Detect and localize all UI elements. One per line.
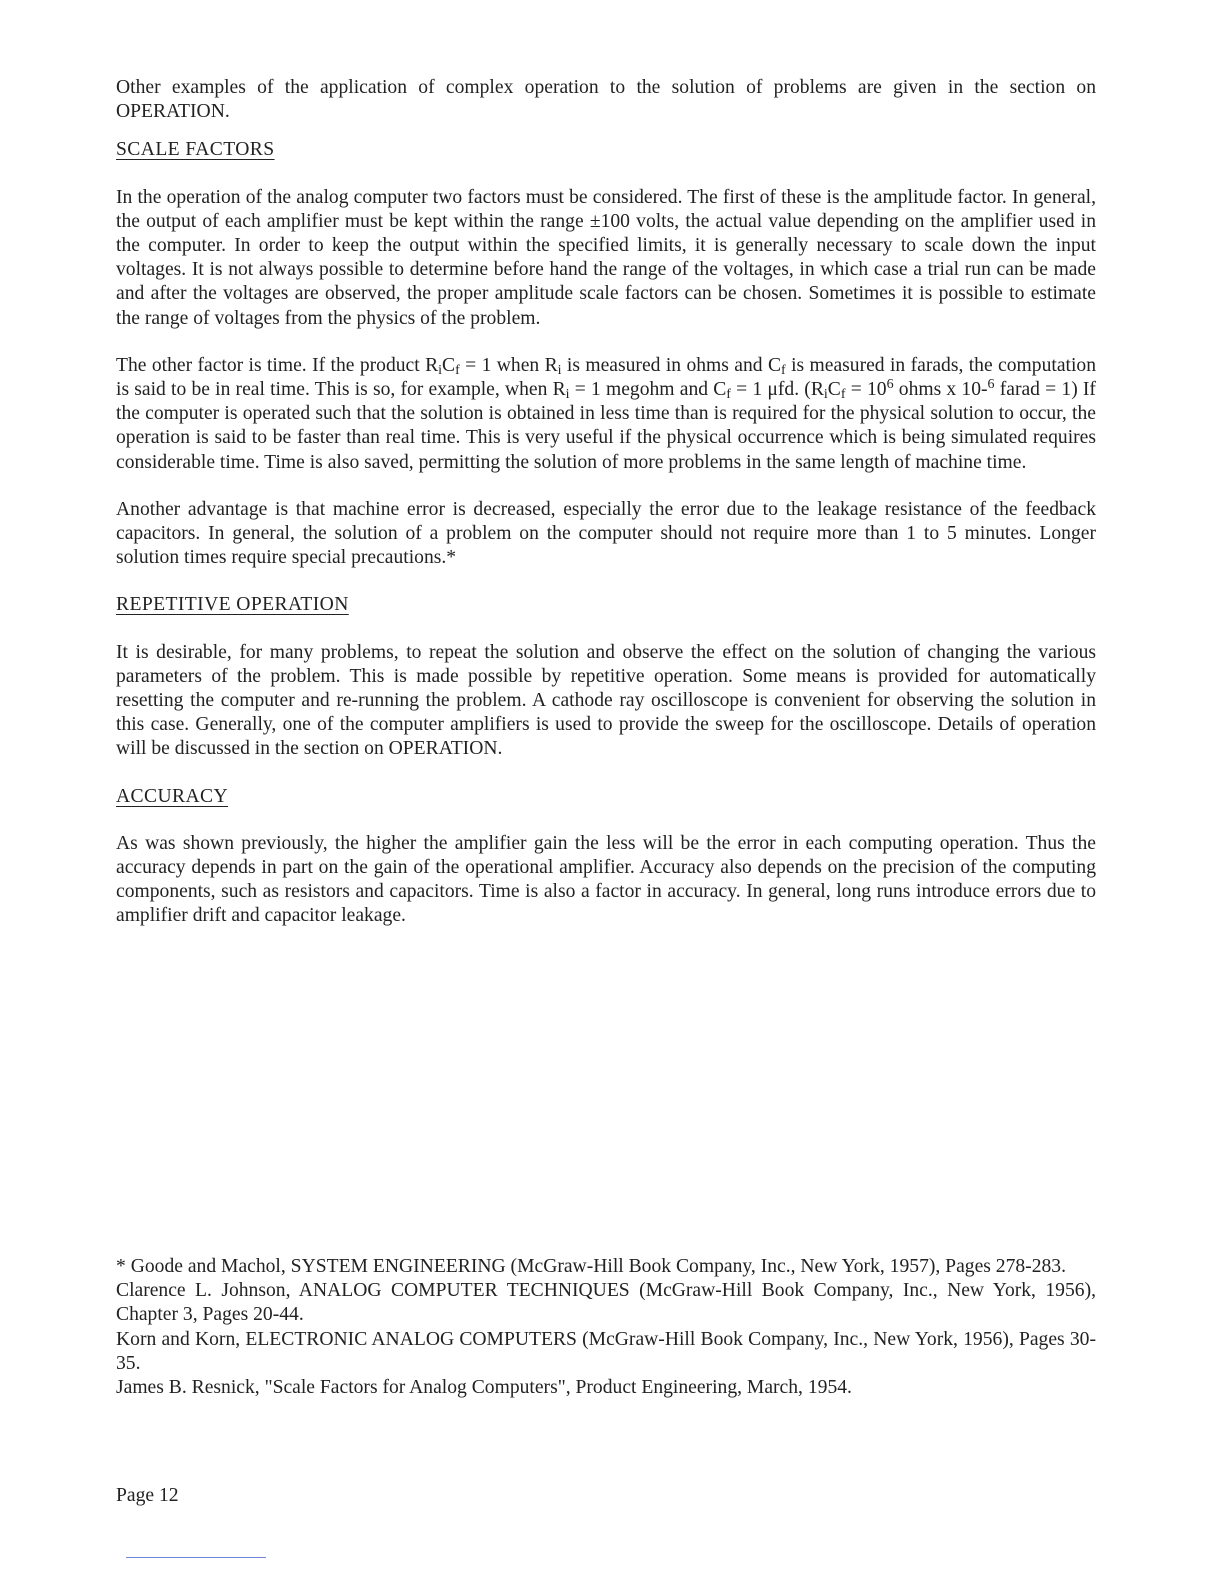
footnotes (116, 1255, 1096, 1400)
footnote-item: Clarence L. Johnson, ANALOG COMPUTER TECHNIQUES (McGraw-Hill Book Company, Inc., New York, 1956), Chapter 3, Pages 20-44. (116, 1280, 1096, 1326)
machine-error-paragraph: Another advantage is that machine error is decreased, especially the error due to the leakage resistance of the feedback capacitors. In general, the solution of a problem on the computer should not require more than 1 to 5 minutes. Longer solution times require special precautions.* (116, 498, 1096, 569)
amplitude-factor-paragraph: In the operation of the analog computer two factors must be considered. The first of these is the amplitude factor. In general, the output of each amplifier must be kept within the range ±100 volts, the actual value depending on the amplifier used in the computer. In order to keep the output within the specified limits, it is generally necessary to scale down the input voltages. It is not always possible to determine before hand the range of the voltages, in which case a trial run can be made and after the voltages are observed, the proper amplitude scale factors can be chosen. Sometimes it is possible to estimate the range of voltages from the physics of the problem. (116, 186, 1096, 329)
scale-factors-section (116, 138, 1096, 570)
repetitive-operation-heading: REPETITIVE OPERATION (116, 594, 349, 616)
accuracy-heading: ACCURACY (116, 785, 229, 807)
footnote-item: Korn and Korn, ELECTRONIC ANALOG COMPUTERS (McGraw-Hill Book Company, Inc., New York, 1956), Pages 30-35. (116, 1328, 1096, 1374)
time-factor-paragraph: The other factor is time. If the product $R_iC_f = 1$ when $R_i$ is measured in ohms and $C_f$ is measured in farads, the computation is said to be in real time. This is so, for example, when $R_i = 1$ megohm and $C_f = 1$ μfd. ($R_iC_f = 10^6$ ohms x 10-$^6$ farad = 1) If the computer is operated such that the solution is obtained in less time than is required for the physical solution to occur, the operation is said to be faster than real time. This is very useful if the physical occurrence which is being simulated requires considerable time. Time is also saved, permitting the solution of more problems in the same length of machine time. (116, 354, 1097, 473)
page-body (116, 76, 1096, 952)
footnote-item: * Goode and Machol, SYSTEM ENGINEERING (McGraw-Hill Book Company, Inc., New York, 1957), Pages 278-283. (116, 1256, 1066, 1277)
footnote-item: James B. Resnick, "Scale Factors for Analog Computers", Product Engineering, March, 1954. (116, 1377, 852, 1399)
accuracy-paragraph: As was shown previously, the higher the amplifier gain the less will be the error in each computing operation. Thus the accuracy depends in part on the gain of the operational amplifier. Accuracy also depends on the precision of the computing components, such as resistors and capacitors. Time is also a factor in accuracy. In general, long runs introduce errors due to amplifier drift and capacitor leakage. (116, 832, 1096, 927)
accuracy-section (116, 785, 1096, 929)
repetitive-operation-section (116, 593, 1096, 761)
scale-factors-heading: SCALE FACTORS (116, 139, 275, 161)
intro-paragraph: Other examples of the application of complex operation to the solution of problems are given in the section on OPERATION. (116, 77, 1096, 123)
page-number: Page 12 (116, 1485, 179, 1506)
repetitive-operation-paragraph: It is desirable, for many problems, to repeat the solution and observe the effect on the solution of changing the various parameters of the problem. This is made possible by repetitive operation. Some means is provided for automatically resetting the computer and re-running the problem. A cathode ray oscilloscope is convenient for observing the solution in this case. Generally, one of the computer amplifiers is used to provide the sweep for the oscilloscope. Details of operation will be discussed in the section on OPERATION. (116, 641, 1096, 760)
scan-edge-line (126, 1557, 266, 1558)
